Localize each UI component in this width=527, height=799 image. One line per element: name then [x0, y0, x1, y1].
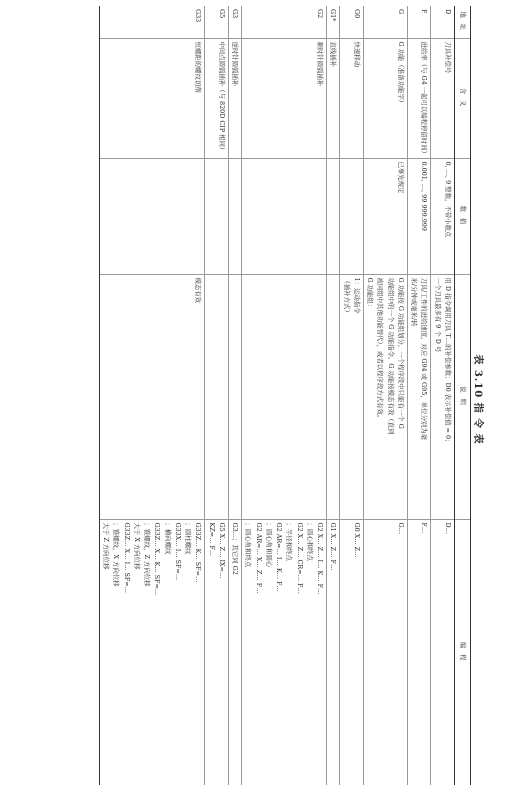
cell-programming [205, 519, 229, 785]
table-row [408, 6, 432, 785]
cell-description [205, 274, 229, 519]
header-address: 地 址 [455, 6, 471, 38]
programming-line: G33Z… X… K… SF=… [153, 522, 162, 596]
description-line: G 功能组： [366, 277, 375, 311]
cell-description [431, 274, 455, 519]
programming-line: G33Z… K… SF=… [194, 522, 203, 583]
table-title: 表 3.10 指 令 表 [472, 354, 483, 445]
table-row [364, 6, 408, 785]
programming-line: F… [420, 522, 429, 534]
cell-value [229, 158, 242, 274]
table-row [242, 6, 327, 785]
cell-value: 0, …, 9 整数，不带小数点 [431, 158, 455, 274]
cell-address: G [364, 6, 408, 38]
cell-description [229, 274, 242, 519]
programming-line: ；圆柱螺纹 [184, 522, 193, 555]
programming-line: G0 X… Z… [353, 522, 361, 558]
cell-programming [327, 519, 340, 785]
programming-line: G33Z… X… I… SF=… [122, 522, 131, 594]
cell-value [340, 158, 364, 274]
cell-address: G3 [229, 6, 242, 38]
programming-line: G5 X… Z… IX=… [218, 522, 226, 579]
cell-meaning: 逆时针圆弧插补 [229, 38, 242, 158]
cell-description [100, 274, 206, 519]
cell-programming [242, 519, 327, 785]
table-row [431, 6, 455, 785]
cell-address: G0 [340, 6, 364, 38]
programming-line: KZ=… F… [207, 522, 216, 557]
programming-line: D… [444, 522, 452, 535]
description-line: 刀具/工件的进给速度，对应 G94 或 G95，单位分别为毫 [420, 277, 429, 441]
table-row [340, 6, 364, 785]
programming-line: ；圆心角和终点 [244, 522, 253, 568]
instruction-table [99, 6, 471, 785]
cell-value [327, 158, 340, 274]
cell-value: 已事先规定 [364, 158, 408, 274]
description-line: 模态有效 [194, 277, 203, 304]
programming-line: G… [397, 522, 405, 534]
table-row [327, 6, 340, 785]
programming-line: ；圆心角和圆心 [265, 522, 273, 568]
programming-line: G2 X… Z… CR=… F… [295, 522, 304, 594]
cell-meaning: 顺时针圆弧插补 [242, 38, 327, 158]
cell-programming [364, 519, 408, 785]
cell-programming [340, 519, 364, 785]
programming-line: ；锥螺纹，Z 方向位移 [143, 522, 152, 587]
cell-meaning: 直线插补 [327, 38, 340, 158]
cell-address: D [431, 6, 455, 38]
cell-address: G5 [205, 6, 229, 38]
header-value: 数 值 [455, 158, 471, 274]
description-line: 米/分钟或毫米/转 [410, 277, 419, 327]
cell-value [242, 158, 327, 274]
programming-line: G3…；其它同 G2 [231, 522, 240, 575]
programming-line: ；圆心和终点 [306, 522, 314, 561]
cell-programming [431, 519, 455, 785]
programming-line: 大于 X 方向位移 [133, 522, 141, 570]
cell-meaning: 快速移动 [340, 38, 364, 158]
cell-value: 0.001, …, 99 999.999 [408, 158, 432, 274]
description-line: 功能组中的一个 G 功能指令。G 功能按模态有效（直到 [386, 277, 395, 435]
cell-programming [100, 519, 206, 785]
table-header-row [455, 6, 471, 785]
description-line: 1：运动指令 [353, 277, 361, 314]
table-row [229, 6, 242, 785]
description-line: 一个刀具最多有 9 个 D 号 [433, 277, 442, 353]
cell-programming [229, 519, 242, 785]
cell-value [205, 158, 229, 274]
programming-line: 大于 Z 方向位移 [102, 522, 111, 570]
table-row [100, 6, 206, 785]
description-line: 被同组中其他功能替代），或者以程序段方式有效。 [376, 277, 385, 422]
cell-meaning: G 功能（准备功能字） [364, 38, 408, 158]
description-line: G 功能按 G 功能组划分，一个程序段中只能有一个 G [397, 277, 405, 429]
cell-meaning: 进给率（与 G4 一起可以编程停留时间） [408, 38, 432, 158]
cell-meaning: 中间点圆弧插补（与 820D CIP 相同） [205, 38, 229, 158]
programming-line: G1 X… Z… F… [329, 522, 338, 571]
cell-address: F [408, 6, 432, 38]
cell-value [100, 158, 206, 274]
header-description: 说 明 [455, 274, 471, 519]
header-meaning: 含 义 [455, 38, 471, 158]
programming-line: G2 AR=… I… K… F… [275, 522, 284, 592]
cell-meaning: 恒螺距的螺纹切削 [100, 38, 206, 158]
cell-address: G1* [327, 6, 340, 38]
cell-meaning: 刀具补偿号 [431, 38, 455, 158]
description-line: 用 D 指令调用刀具 T…的补偿参数；D0 表示补偿值 = 0； [444, 277, 452, 446]
cell-description [327, 274, 340, 519]
programming-line: ；半径和终点 [285, 522, 294, 561]
cell-description [364, 274, 408, 519]
cell-description [408, 274, 432, 519]
programming-line: G33X… I… SF=… [174, 522, 182, 581]
cell-address: G33 [100, 6, 206, 38]
table-row [205, 6, 229, 785]
programming-line: ；横向螺纹 [163, 522, 172, 555]
description-line: （插补方式） [342, 277, 351, 316]
cell-programming [408, 519, 432, 785]
header-programming: 编 程 [455, 519, 471, 785]
cell-description [242, 274, 327, 519]
programming-line: G2 AR=… X… Z… F… [254, 522, 263, 594]
cell-address: G2 [242, 6, 327, 38]
cell-description [340, 274, 364, 519]
programming-line: ；锥螺纹，X 方向位移 [112, 522, 121, 587]
programming-line: G2 X… Z… I… K… F… [316, 522, 325, 595]
